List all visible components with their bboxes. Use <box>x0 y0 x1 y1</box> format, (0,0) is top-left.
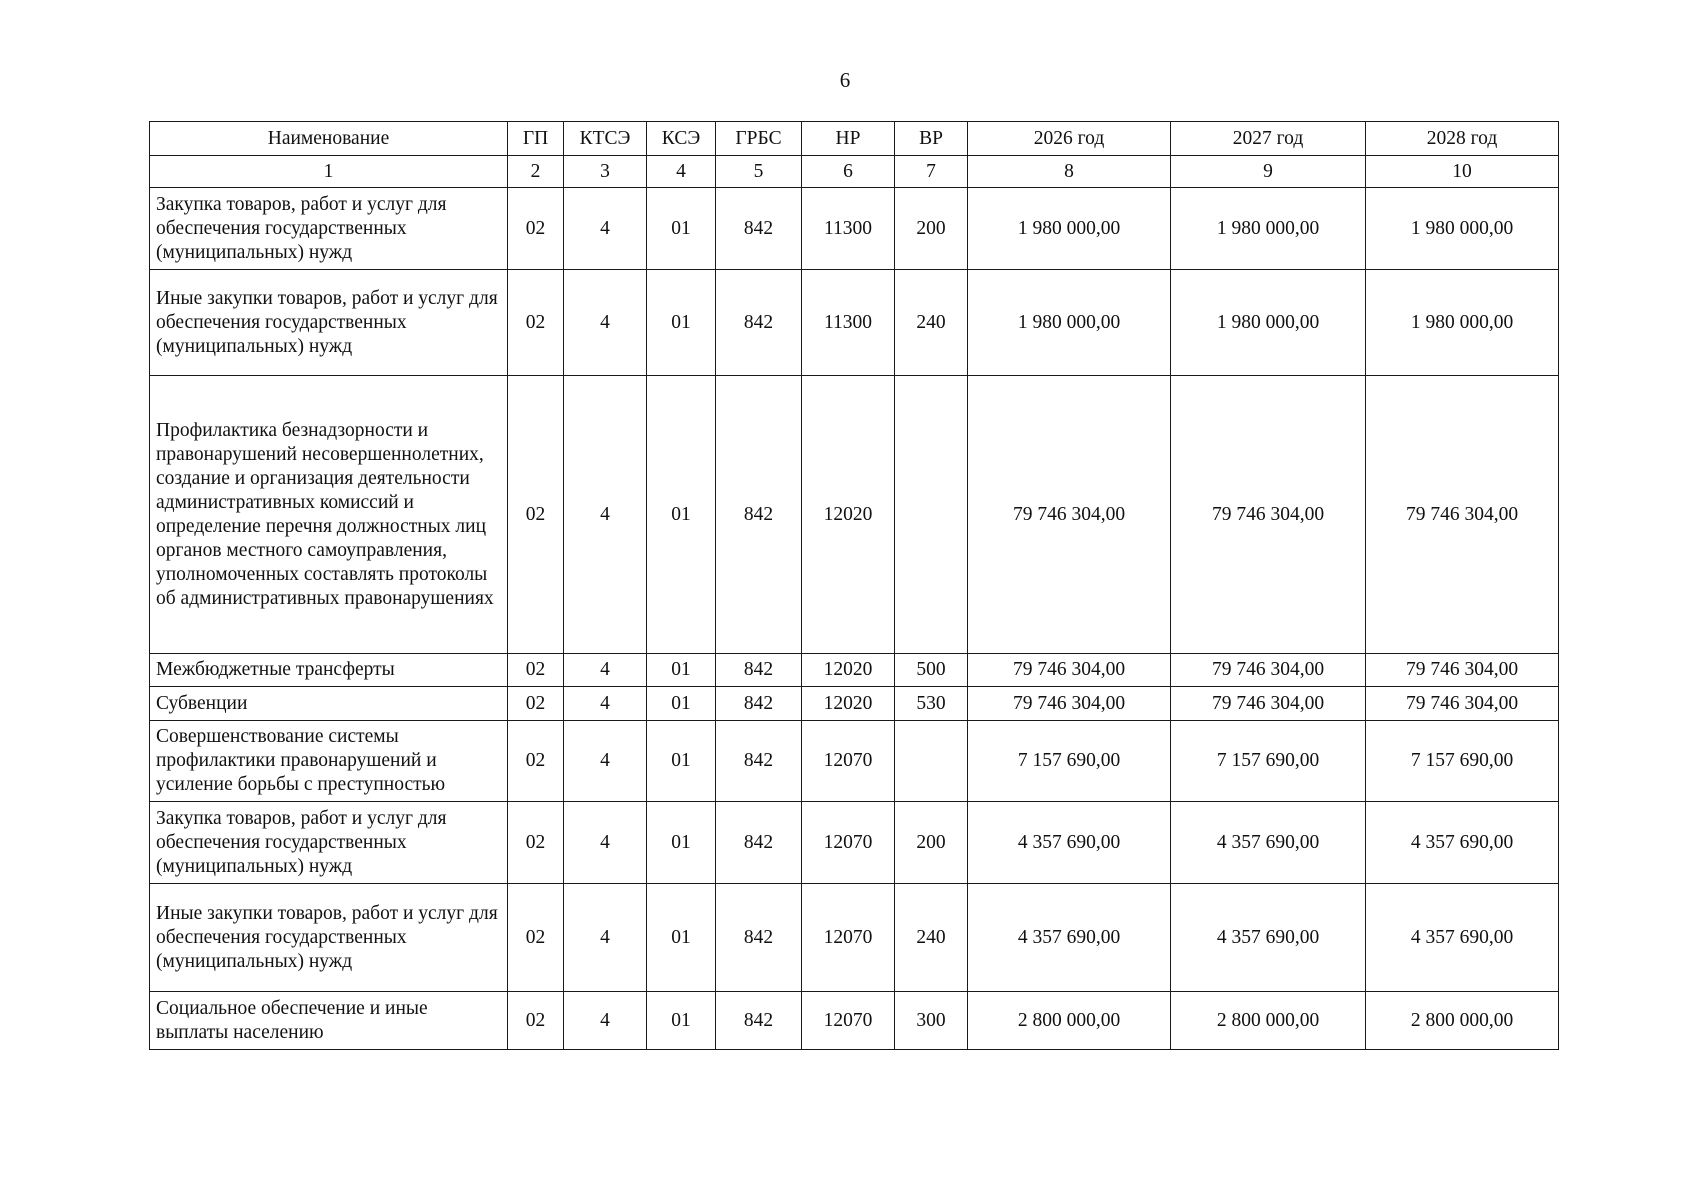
table-row <box>150 802 1559 884</box>
row-grbs: 842 <box>716 270 802 376</box>
row-2026: 1 980 000,00 <box>968 188 1171 270</box>
row-gp: 02 <box>508 654 564 687</box>
row-kse: 01 <box>647 721 716 802</box>
column-number: 2 <box>508 156 564 188</box>
row-vr: 240 <box>895 270 968 376</box>
row-nr: 12020 <box>802 687 895 721</box>
row-2026: 79 746 304,00 <box>968 654 1171 687</box>
row-2027: 79 746 304,00 <box>1171 376 1366 654</box>
header-nr: НР <box>802 122 895 156</box>
table-row <box>150 188 1559 270</box>
row-2027: 1 980 000,00 <box>1171 270 1366 376</box>
row-ktse: 4 <box>564 992 647 1050</box>
row-grbs: 842 <box>716 721 802 802</box>
row-name: Иные закупки товаров, работ и услуг для обеспечения государственных (муниципальных) нужд <box>150 270 508 376</box>
row-2028: 79 746 304,00 <box>1366 376 1559 654</box>
row-2028: 4 357 690,00 <box>1366 802 1559 884</box>
row-grbs: 842 <box>716 884 802 992</box>
column-number: 9 <box>1171 156 1366 188</box>
row-nr: 12020 <box>802 376 895 654</box>
row-2028: 7 157 690,00 <box>1366 721 1559 802</box>
row-ktse: 4 <box>564 721 647 802</box>
row-ktse: 4 <box>564 270 647 376</box>
row-2028: 4 357 690,00 <box>1366 884 1559 992</box>
header-name: Наименование <box>150 122 508 156</box>
row-grbs: 842 <box>716 654 802 687</box>
row-2026: 79 746 304,00 <box>968 687 1171 721</box>
table-row <box>150 270 1559 376</box>
column-number-row <box>150 156 1559 188</box>
row-2026: 1 980 000,00 <box>968 270 1171 376</box>
row-kse: 01 <box>647 687 716 721</box>
row-nr: 12070 <box>802 884 895 992</box>
row-2027: 2 800 000,00 <box>1171 992 1366 1050</box>
row-grbs: 842 <box>716 687 802 721</box>
column-number: 10 <box>1366 156 1559 188</box>
page-number: 6 <box>839 68 851 92</box>
row-vr: 200 <box>895 802 968 884</box>
row-kse: 01 <box>647 270 716 376</box>
row-grbs: 842 <box>716 802 802 884</box>
column-number: 4 <box>647 156 716 188</box>
row-2026: 4 357 690,00 <box>968 802 1171 884</box>
row-vr: 300 <box>895 992 968 1050</box>
row-name: Субвенции <box>150 687 508 721</box>
row-nr: 12070 <box>802 992 895 1050</box>
row-vr: 500 <box>895 654 968 687</box>
row-vr: 200 <box>895 188 968 270</box>
header-gp: ГП <box>508 122 564 156</box>
header-kse: КСЭ <box>647 122 716 156</box>
header-vr: ВР <box>895 122 968 156</box>
row-2027: 4 357 690,00 <box>1171 802 1366 884</box>
table-row <box>150 654 1559 687</box>
row-kse: 01 <box>647 992 716 1050</box>
row-ktse: 4 <box>564 802 647 884</box>
row-gp: 02 <box>508 270 564 376</box>
row-gp: 02 <box>508 884 564 992</box>
row-name: Закупка товаров, работ и услуг для обеспечения государственных (муниципальных) нужд <box>150 188 508 270</box>
row-2026: 4 357 690,00 <box>968 884 1171 992</box>
row-2028: 79 746 304,00 <box>1366 687 1559 721</box>
row-nr: 12070 <box>802 802 895 884</box>
row-vr: 530 <box>895 687 968 721</box>
row-kse: 01 <box>647 188 716 270</box>
row-2027: 7 157 690,00 <box>1171 721 1366 802</box>
row-ktse: 4 <box>564 376 647 654</box>
row-gp: 02 <box>508 687 564 721</box>
row-2026: 7 157 690,00 <box>968 721 1171 802</box>
row-vr <box>895 376 968 654</box>
row-2027: 4 357 690,00 <box>1171 884 1366 992</box>
row-ktse: 4 <box>564 188 647 270</box>
row-name: Профилактика безнадзорности и правонарушений несовершеннолетних, создание и организация деятельности административных комиссий и определение перечня должностных лиц органов местного самоуправления, уполномоченных составлять протоколы об административных правонарушениях <box>150 376 508 654</box>
column-number: 5 <box>716 156 802 188</box>
row-2027: 79 746 304,00 <box>1171 654 1366 687</box>
header-2027: 2027 год <box>1171 122 1366 156</box>
row-gp: 02 <box>508 721 564 802</box>
column-number: 8 <box>968 156 1171 188</box>
column-number: 7 <box>895 156 968 188</box>
header-row <box>150 122 1559 156</box>
header-grbs: ГРБС <box>716 122 802 156</box>
column-number: 1 <box>150 156 508 188</box>
row-nr: 11300 <box>802 270 895 376</box>
row-nr: 12020 <box>802 654 895 687</box>
row-2028: 1 980 000,00 <box>1366 270 1559 376</box>
header-2028: 2028 год <box>1366 122 1559 156</box>
row-2028: 79 746 304,00 <box>1366 654 1559 687</box>
row-kse: 01 <box>647 654 716 687</box>
row-name: Социальное обеспечение и иные выплаты населению <box>150 992 508 1050</box>
row-nr: 11300 <box>802 188 895 270</box>
row-vr: 240 <box>895 884 968 992</box>
row-2028: 1 980 000,00 <box>1366 188 1559 270</box>
row-ktse: 4 <box>564 884 647 992</box>
row-2026: 2 800 000,00 <box>968 992 1171 1050</box>
row-gp: 02 <box>508 992 564 1050</box>
row-kse: 01 <box>647 376 716 654</box>
budget-table <box>149 121 1559 1050</box>
row-kse: 01 <box>647 802 716 884</box>
row-nr: 12070 <box>802 721 895 802</box>
row-2027: 79 746 304,00 <box>1171 687 1366 721</box>
row-gp: 02 <box>508 188 564 270</box>
table-row <box>150 687 1559 721</box>
row-grbs: 842 <box>716 376 802 654</box>
table-row <box>150 992 1559 1050</box>
table-row <box>150 884 1559 992</box>
row-name: Иные закупки товаров, работ и услуг для обеспечения государственных (муниципальных) нужд <box>150 884 508 992</box>
row-2027: 1 980 000,00 <box>1171 188 1366 270</box>
row-ktse: 4 <box>564 654 647 687</box>
row-name: Совершенствование системы профилактики правонарушений и усиление борьбы с преступностью <box>150 721 508 802</box>
column-number: 6 <box>802 156 895 188</box>
table-row <box>150 721 1559 802</box>
row-kse: 01 <box>647 884 716 992</box>
row-2026: 79 746 304,00 <box>968 376 1171 654</box>
row-gp: 02 <box>508 802 564 884</box>
row-vr <box>895 721 968 802</box>
row-name: Межбюджетные трансферты <box>150 654 508 687</box>
row-grbs: 842 <box>716 188 802 270</box>
row-gp: 02 <box>508 376 564 654</box>
row-name: Закупка товаров, работ и услуг для обеспечения государственных (муниципальных) нужд <box>150 802 508 884</box>
table-row <box>150 376 1559 654</box>
header-2026: 2026 год <box>968 122 1171 156</box>
column-number: 3 <box>564 156 647 188</box>
row-grbs: 842 <box>716 992 802 1050</box>
row-ktse: 4 <box>564 687 647 721</box>
row-2028: 2 800 000,00 <box>1366 992 1559 1050</box>
header-ktse: КТСЭ <box>564 122 647 156</box>
